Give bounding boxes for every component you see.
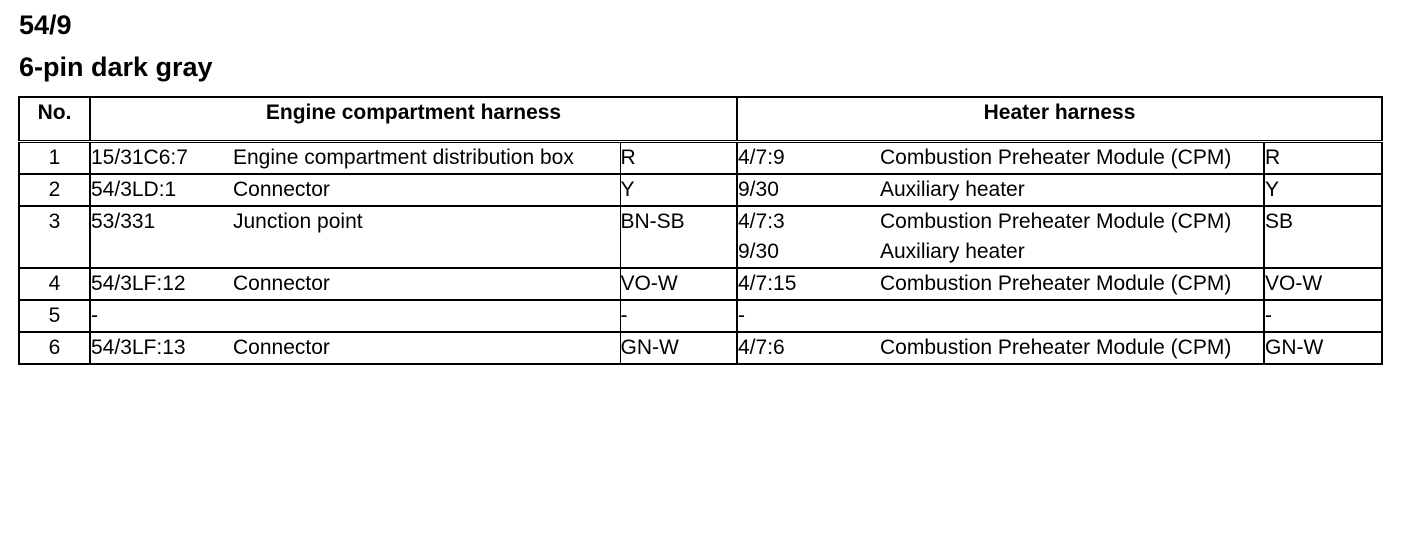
engine-reference-entry	[91, 175, 620, 205]
engine-component-code: 53/331	[91, 210, 156, 233]
engine-component-code: 54/3LD:1	[91, 178, 177, 201]
engine-wire-color: BN-SB	[620, 206, 737, 268]
heater-harness-reference	[737, 268, 1264, 300]
engine-reference-entry	[91, 207, 620, 237]
pin-number: 6	[19, 332, 90, 364]
heater-component-code: 4/7:15	[738, 272, 797, 295]
engine-reference-entry	[91, 301, 620, 331]
heater-component-description: Combustion Preheater Module (CPM)	[880, 272, 1232, 295]
engine-harness-reference	[90, 332, 620, 364]
table-row	[19, 268, 1382, 300]
table-row	[19, 142, 1382, 175]
heater-component-description: Auxiliary heater	[880, 240, 1025, 263]
engine-reference-entry	[91, 269, 620, 299]
engine-component-description: Engine compartment distribution box	[233, 146, 574, 169]
heater-component-code: 4/7:6	[738, 336, 785, 359]
engine-component-description: Connector	[233, 272, 330, 295]
engine-component-description: Junction point	[233, 210, 363, 233]
heater-wire-color: SB	[1264, 206, 1382, 268]
heater-component-description: Auxiliary heater	[880, 178, 1025, 201]
heater-reference-entry	[738, 175, 1263, 205]
engine-component-code: 54/3LF:13	[91, 336, 186, 359]
engine-wire-color: Y	[620, 174, 737, 206]
table-row	[19, 332, 1382, 364]
table-row	[19, 206, 1382, 268]
heater-reference-entry	[738, 207, 1263, 237]
heater-reference-entry	[738, 143, 1263, 173]
pin-number: 2	[19, 174, 90, 206]
engine-component-description	[233, 301, 620, 331]
connector-description: 6-pin dark gray	[19, 52, 213, 82]
column-header-engine-harness: Engine compartment harness	[90, 97, 737, 142]
heater-wire-color: GN-W	[1264, 332, 1382, 364]
pin-number: 5	[19, 300, 90, 332]
engine-reference-entry	[91, 333, 620, 363]
engine-wire-color: R	[620, 142, 737, 175]
engine-wire-color: -	[620, 300, 737, 332]
heater-component-description: Combustion Preheater Module (CPM)	[880, 146, 1232, 169]
heater-reference-entry	[738, 333, 1263, 363]
engine-harness-reference	[90, 206, 620, 268]
heater-component-description	[880, 301, 1263, 331]
table-body	[19, 142, 1382, 365]
engine-component-description: Connector	[233, 336, 330, 359]
pin-number: 1	[19, 142, 90, 175]
heater-harness-reference	[737, 332, 1264, 364]
heater-component-code: 9/30	[738, 240, 779, 263]
engine-component-code: 15/31C6:7	[91, 146, 188, 169]
heater-reference-entry	[738, 237, 1263, 267]
heater-component-description: Combustion Preheater Module (CPM)	[880, 210, 1232, 233]
heater-reference-entry	[738, 301, 1263, 331]
heater-wire-color: -	[1264, 300, 1382, 332]
heater-component-code: 4/7:9	[738, 146, 785, 169]
table-row	[19, 174, 1382, 206]
pin-number: 4	[19, 268, 90, 300]
engine-wire-color: GN-W	[620, 332, 737, 364]
heater-component-code: -	[738, 304, 745, 327]
heater-component-code: 9/30	[738, 178, 779, 201]
heater-harness-reference	[737, 206, 1264, 268]
pinout-table	[18, 96, 1383, 365]
table-row	[19, 300, 1382, 332]
table-header-row	[19, 97, 1382, 142]
column-header-no: No.	[19, 97, 90, 142]
connector-id: 54/9	[19, 10, 72, 40]
column-header-heater-harness: Heater harness	[737, 97, 1382, 142]
engine-component-description: Connector	[233, 178, 330, 201]
engine-wire-color: VO-W	[620, 268, 737, 300]
heater-harness-reference	[737, 174, 1264, 206]
engine-harness-reference	[90, 174, 620, 206]
heater-harness-reference	[737, 142, 1264, 175]
heater-reference-entry	[738, 269, 1263, 299]
engine-harness-reference	[90, 142, 620, 175]
engine-harness-reference	[90, 300, 620, 332]
engine-component-code: -	[91, 304, 98, 327]
heater-component-code: 4/7:3	[738, 210, 785, 233]
engine-harness-reference	[90, 268, 620, 300]
heater-wire-color: R	[1264, 142, 1382, 175]
engine-reference-entry	[91, 143, 620, 173]
pin-number: 3	[19, 206, 90, 268]
heater-wire-color: VO-W	[1264, 268, 1382, 300]
heater-component-description: Combustion Preheater Module (CPM)	[880, 336, 1232, 359]
engine-component-code: 54/3LF:12	[91, 272, 186, 295]
heater-harness-reference	[737, 300, 1264, 332]
heater-wire-color: Y	[1264, 174, 1382, 206]
